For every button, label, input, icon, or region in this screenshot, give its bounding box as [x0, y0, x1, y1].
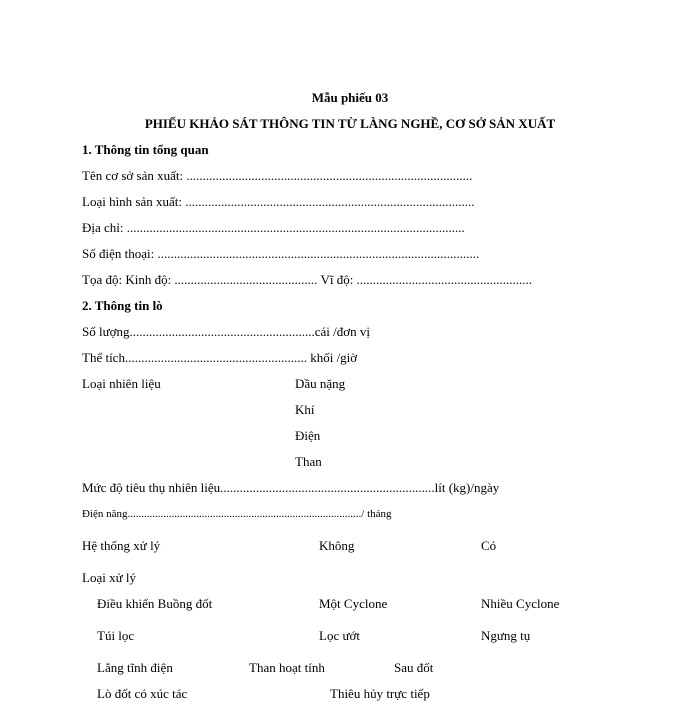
address-field[interactable]: Địa chỉ: ........................................................................................................ — [82, 220, 465, 235]
treatment-option-yes[interactable]: Có — [481, 538, 497, 553]
section1-heading: 1. Thông tin tổng quan — [82, 142, 209, 157]
treatment-electrostatic[interactable]: Lắng tĩnh điện — [97, 660, 173, 675]
coordinates-field[interactable]: Tọa độ: Kinh độ: ............................................ Vĩ độ: ...................................................... — [82, 272, 533, 287]
treatment-type-label: Loại xử lý — [82, 570, 136, 585]
production-type-field[interactable]: Loại hình sản xuất: ......................................................................................... — [82, 194, 475, 209]
treatment-multi-cyclone[interactable]: Nhiều Cyclone — [481, 596, 560, 611]
fuel-option-heavy-oil[interactable]: Dầu nặng — [295, 376, 346, 391]
treatment-bag-filter[interactable]: Túi lọc — [97, 628, 135, 643]
fuel-option-gas[interactable]: Khí — [295, 402, 315, 417]
phone-field[interactable]: Số điện thoại: ................................................................................................... — [82, 246, 480, 261]
treatment-afterburner[interactable]: Sau đốt — [394, 660, 434, 675]
fuel-type-label: Loại nhiên liệu — [82, 376, 161, 391]
electricity-field[interactable]: Điện năng...................................................................................../ tháng — [82, 508, 392, 520]
fuel-option-electricity[interactable]: Điện — [295, 428, 321, 443]
fuel-option-coal[interactable]: Than — [295, 454, 322, 469]
facility-name-field[interactable]: Tên cơ sở sản xuất: ........................................................................................ — [82, 168, 473, 183]
treatment-activated-carbon[interactable]: Than hoạt tính — [249, 660, 325, 675]
treatment-condenser[interactable]: Ngưng tụ — [481, 628, 531, 643]
volume-field[interactable]: Thể tích........................................................ khối /giờ — [82, 350, 358, 365]
fuel-consumption-field[interactable]: Mức độ tiêu thụ nhiên liệu..................................................................lít (kg)/ngày — [82, 480, 500, 495]
treatment-option-no[interactable]: Không — [319, 538, 355, 553]
treatment-wet-scrubber[interactable]: Lọc ướt — [319, 628, 360, 643]
form-code: Mẫu phiếu 03 — [311, 90, 389, 105]
treatment-combustion-control[interactable]: Điều khiển Buồng đốt — [97, 596, 213, 611]
treatment-single-cyclone[interactable]: Một Cyclone — [319, 596, 388, 611]
treatment-direct-destruction[interactable]: Thiêu hủy trực tiếp — [330, 686, 430, 701]
quantity-field[interactable]: Số lượng.........................................................cái /đơn vị — [82, 324, 371, 339]
form-title: PHIẾU KHẢO SÁT THÔNG TIN TỪ LÀNG NGHỀ, CƠ SỞ SẢN XUẤT — [144, 116, 556, 131]
section2-heading: 2. Thông tin lò — [82, 298, 163, 313]
treatment-system-label: Hệ thống xử lý — [82, 538, 161, 553]
treatment-catalytic-furnace[interactable]: Lò đốt có xúc tác — [97, 686, 188, 701]
